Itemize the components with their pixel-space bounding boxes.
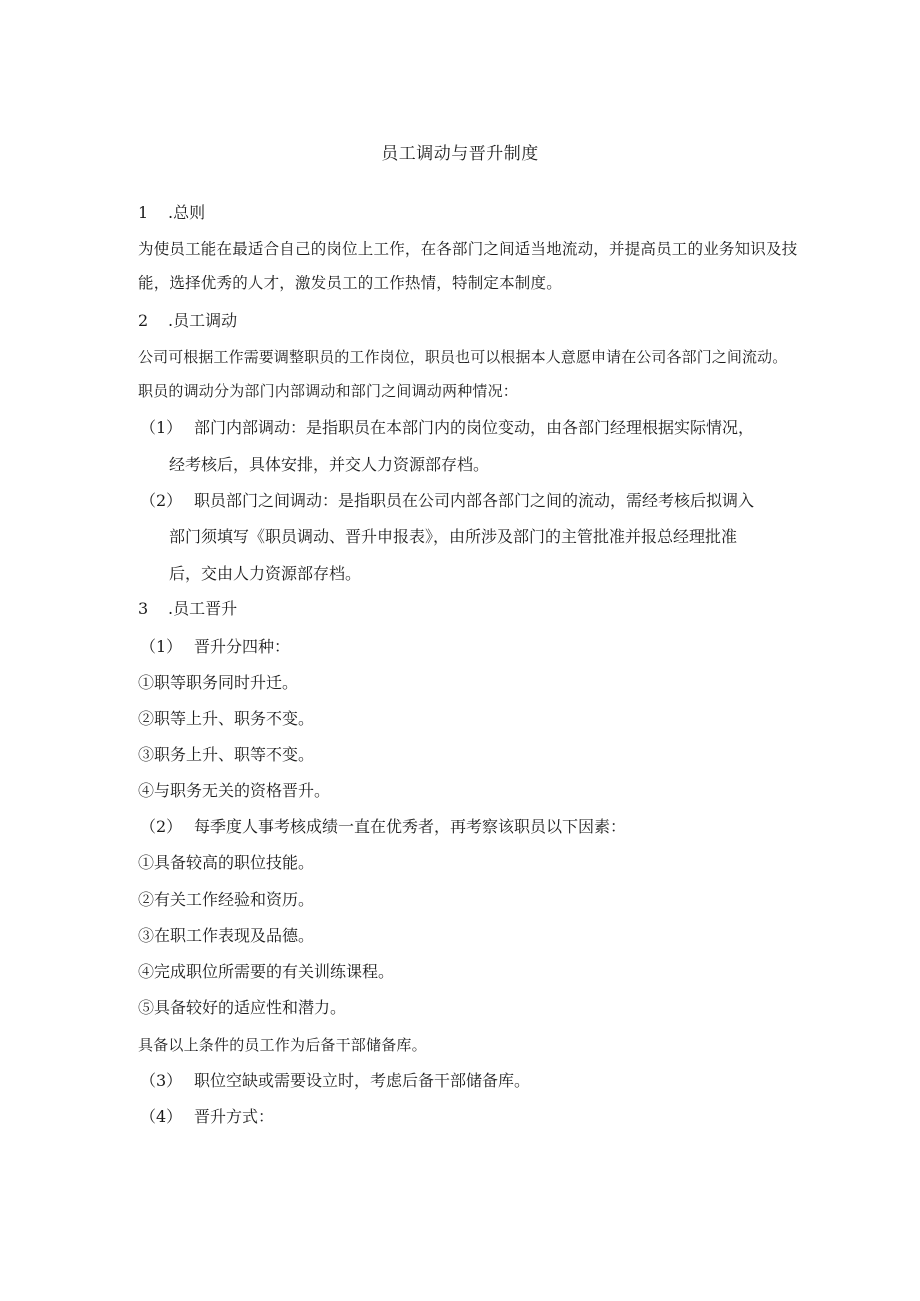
document-title: 员工调动与晋升制度 [381, 144, 539, 164]
list-item [140, 1106, 274, 1128]
paragraph-line: 能，选择优秀的人才，激发员工的工作热情，特制定本制度。 [138, 274, 562, 292]
item-text: 职位空缺或需要设立时，考虑后备干部储备库。 [194, 1071, 531, 1090]
paragraph-line: 公司可根据工作需要调整职员的工作岗位，职员也可以根据本人意愿申请在公司各部门之间流动。 [138, 348, 788, 366]
promotion-kind: ③职务上升、职等不变。 [138, 745, 315, 764]
section-number: 3 [138, 599, 149, 618]
section-title: .员工晋升 [168, 599, 238, 618]
item-marker: （1） [140, 418, 183, 437]
list-item [140, 417, 754, 439]
item-continuation: 经考核后，具体安排，并交人力资源部存档。 [169, 455, 490, 474]
item-marker: （4） [140, 1107, 183, 1126]
section-heading-promotion [138, 598, 237, 620]
section-heading-transfer [138, 310, 237, 332]
promotion-kind: ①职等职务同时升迁。 [138, 673, 299, 692]
promotion-factor: ①具备较高的职位技能。 [138, 853, 315, 872]
promotion-factor: ④完成职位所需要的有关训练课程。 [138, 962, 395, 981]
promotion-kind: ②职等上升、职务不变。 [138, 709, 315, 728]
list-item [140, 636, 290, 658]
item-text: 晋升方式： [194, 1107, 275, 1126]
promotion-kind: ④与职务无关的资格晋升。 [138, 781, 331, 800]
section-number: 1 [138, 203, 149, 222]
section-number: 2 [138, 311, 149, 330]
item-text: 每季度人事考核成绩一直在优秀者，再考察该职员以下因素： [194, 817, 627, 836]
list-item [140, 816, 626, 838]
paragraph-line: 具备以上条件的员工作为后备干部储备库。 [138, 1036, 427, 1054]
item-text: 部门内部调动：是指职员在本部门内的岗位变动，由各部门经理根据实际情况， [194, 418, 755, 437]
promotion-factor: ②有关工作经验和资历。 [138, 890, 315, 909]
list-item [140, 490, 754, 512]
promotion-factor: ③在职工作表现及品德。 [138, 926, 315, 945]
item-text: 晋升分四种： [194, 637, 291, 656]
list-item [140, 1070, 530, 1092]
promotion-factor: ⑤具备较好的适应性和潜力。 [138, 998, 347, 1017]
paragraph-line: 为使员工能在最适合自己的岗位上工作，在各部门之间适当地流动，并提高员工的业务知识及技 [138, 240, 798, 258]
section-title: .员工调动 [168, 311, 238, 330]
section-title: .总则 [168, 203, 206, 222]
item-marker: （2） [140, 491, 183, 510]
item-marker: （1） [140, 637, 183, 656]
item-marker: （3） [140, 1071, 183, 1090]
item-continuation: 后，交由人力资源部存档。 [169, 564, 362, 583]
item-text: 职员部门之间调动：是指职员在公司内部各部门之间的流动，需经考核后拟调入 [194, 491, 755, 510]
item-continuation: 部门须填写《职员调动、晋升申报表》，由所涉及部门的主管批准并报总经理批准 [169, 527, 738, 546]
item-marker: （2） [140, 817, 183, 836]
section-heading-general [138, 202, 205, 224]
paragraph-line: 职员的调动分为部门内部调动和部门之间调动两种情况： [138, 382, 519, 400]
